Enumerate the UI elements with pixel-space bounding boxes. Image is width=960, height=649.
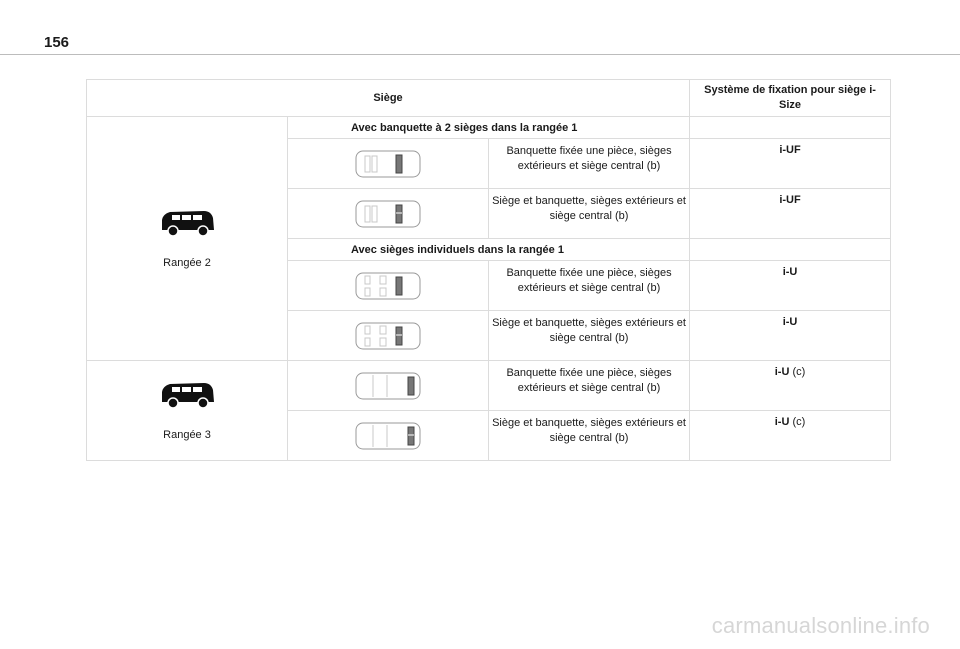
row-system: i-UF [690,189,891,239]
header-row [87,80,891,117]
table-row [87,361,891,411]
row-description: Banquette fixée une pièce, sièges extérieurs et siège central (b) [489,261,690,311]
row-description: Banquette fixée une pièce, sièges extérieurs et siège central (b) [489,361,690,411]
layout-cell [288,139,489,189]
row-system: i-U [690,311,891,361]
car-top-layout-icon [288,422,488,450]
layout-cell [288,411,489,461]
layout-cell [288,311,489,361]
layout-cell [288,189,489,239]
row2-vehicle-cell [87,117,288,361]
row3-vehicle-cell [87,361,288,461]
layout-cell [288,361,489,411]
row-system: i-U [690,261,891,311]
row-system: i-U (c) [690,411,891,461]
row-description: Siège et banquette, sièges extérieurs et siège central (b) [489,411,690,461]
section-title-individual: Avec sièges individuels dans la rangée 1 [288,239,690,261]
row-system: i-U (c) [690,361,891,411]
van-side-icon [158,380,216,413]
van-side-icon [158,208,216,241]
row-system: i-UF [690,139,891,189]
top-rule [0,54,960,55]
row-description: Banquette fixée une pièce, sièges extérieurs et siège central (b) [489,139,690,189]
car-top-layout-icon [288,150,488,178]
section-empty [690,117,891,139]
header-seat: Siège [87,80,690,117]
header-system: Système de fixation pour siège i-Size [690,80,891,117]
row2-label: Rangée 2 [163,257,211,269]
car-top-layout-icon [288,200,488,228]
page-number: 156 [44,34,70,51]
seat-table [86,79,891,461]
row3-label: Rangée 3 [163,429,211,441]
layout-cell [288,261,489,311]
car-top-layout-icon [288,272,488,300]
car-top-layout-icon [288,322,488,350]
row-description: Siège et banquette, sièges extérieurs et siège central (b) [489,311,690,361]
section-empty [690,239,891,261]
section-title-bench: Avec banquette à 2 sièges dans la rangée 1 [288,117,690,139]
row-description: Siège et banquette, sièges extérieurs et siège central (b) [489,189,690,239]
watermark: carmanualsonline.info [711,613,930,638]
car-top-layout-icon [288,372,488,400]
